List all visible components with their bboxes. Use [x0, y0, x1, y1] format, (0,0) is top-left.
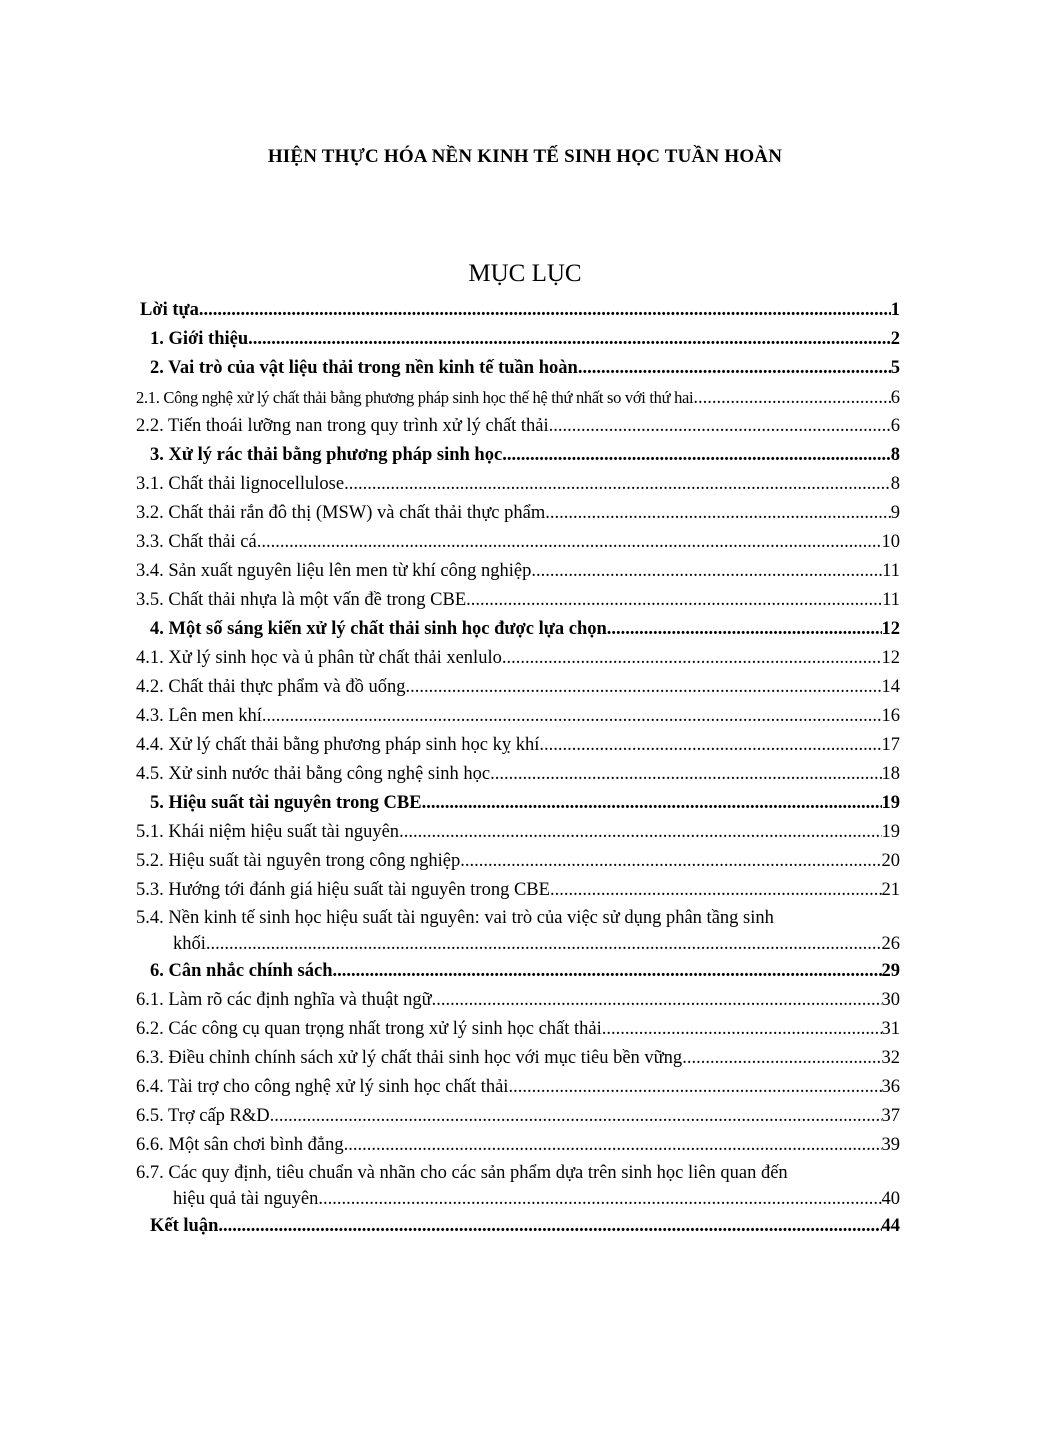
- toc-leader-dots: [490, 760, 881, 789]
- toc-entry[interactable]: [136, 354, 900, 383]
- toc-page-number: 5: [890, 358, 900, 378]
- toc-entry-label: 3.4. Sản xuất nguyên liệu lên men từ khí công nghiệp: [136, 561, 532, 581]
- toc-entry[interactable]: [136, 789, 900, 818]
- toc-entry-label: 4.4. Xử lý chất thải bằng phương pháp sinh học kỵ khí: [136, 735, 540, 755]
- toc-leader-dots: [318, 1186, 881, 1212]
- toc-entry[interactable]: [136, 528, 900, 557]
- toc-page-number: 11: [882, 590, 900, 610]
- toc-entry-label: 6.6. Một sân chơi bình đẳng: [136, 1135, 344, 1155]
- toc-page-number: 8: [890, 445, 900, 465]
- toc-entry[interactable]: [136, 499, 900, 528]
- toc-page-number: 6: [890, 388, 900, 408]
- toc-entry[interactable]: [136, 760, 900, 789]
- toc-entry-label: 5. Hiệu suất tài nguyên trong CBE: [150, 793, 422, 813]
- toc-entry[interactable]: [136, 1015, 900, 1044]
- toc-leader-dots: [682, 1044, 881, 1073]
- toc-leader-dots: [432, 986, 882, 1015]
- toc-entry-label: 4.2. Chất thải thực phẩm và đồ uống: [136, 677, 406, 697]
- toc-leader-dots: [399, 818, 881, 847]
- toc-entry-label: 6. Cân nhắc chính sách: [150, 961, 333, 981]
- toc-entry-label: 2.2. Tiến thoái lưỡng nan trong quy trình xử lý chất thải: [136, 416, 549, 436]
- toc-leader-dots: [502, 644, 882, 673]
- toc-entry-6-7[interactable]: [136, 1160, 900, 1212]
- toc-entry[interactable]: [136, 731, 900, 760]
- table-of-contents: [136, 296, 900, 1241]
- toc-page-number: 21: [881, 880, 900, 900]
- toc-page-number: 30: [881, 990, 900, 1010]
- toc-leader-dots: [607, 615, 882, 644]
- toc-entry-label: 6.4. Tài trợ cho công nghệ xử lý sinh học chất thải: [136, 1077, 509, 1097]
- toc-leader-dots: [460, 847, 881, 876]
- toc-entry-label: Lời tựa: [140, 300, 199, 320]
- toc-entry[interactable]: [136, 1044, 900, 1073]
- toc-entry-label: 6.2. Các công cụ quan trọng nhất trong xử lý sinh học chất thải: [136, 1019, 602, 1039]
- toc-page-number: 32: [881, 1048, 900, 1068]
- toc-leader-dots: [549, 412, 891, 441]
- toc-entry-label: 6.3. Điều chỉnh chính sách xử lý chất thải sinh học với mục tiêu bền vững: [136, 1048, 683, 1068]
- toc-entry[interactable]: [136, 1073, 900, 1102]
- toc-entry-label: 3.1. Chất thải lignocellulose: [136, 474, 345, 494]
- toc-page-number: 20: [881, 851, 900, 871]
- toc-page-number: 17: [881, 735, 900, 755]
- toc-entry[interactable]: [136, 847, 900, 876]
- toc-entry-label-line2: hiệu quả tài nguyên: [173, 1189, 319, 1209]
- toc-leader-dots: [344, 470, 891, 499]
- toc-entry[interactable]: [136, 296, 900, 325]
- toc-entry[interactable]: [136, 557, 900, 586]
- toc-page-number: 12: [881, 648, 900, 668]
- toc-leader-dots: [531, 557, 882, 586]
- toc-leader-dots: [257, 528, 882, 557]
- toc-leader-dots: [344, 1131, 882, 1160]
- toc-leader-dots: [262, 702, 882, 731]
- toc-entry-label: 5.1. Khái niệm hiệu suất tài nguyên: [136, 822, 400, 842]
- toc-entry[interactable]: [136, 673, 900, 702]
- toc-page-number: 8: [890, 474, 900, 494]
- toc-entry[interactable]: [136, 702, 900, 731]
- toc-leader-dots: [508, 1073, 881, 1102]
- toc-page-number: 10: [881, 532, 900, 552]
- toc-entry-label-line2: khối: [173, 934, 206, 954]
- toc-leader-dots: [248, 325, 891, 354]
- toc-page-number: 44: [881, 1216, 900, 1236]
- toc-entry-label: 3.5. Chất thải nhựa là một vấn đề trong CBE: [136, 590, 467, 610]
- toc-entry[interactable]: [136, 441, 900, 470]
- toc-page-number: 37: [881, 1106, 900, 1126]
- toc-entry[interactable]: [136, 586, 900, 615]
- toc-page-number: 19: [881, 822, 900, 842]
- toc-entry-label: 3.2. Chất thải rắn đô thị (MSW) và chất thải thực phẩm: [136, 503, 546, 523]
- document-title: HIỆN THỰC HÓA NỀN KINH TẾ SINH HỌC TUẦN HOÀN: [267, 146, 783, 167]
- toc-leader-dots: [422, 789, 882, 818]
- toc-leader-dots: [332, 957, 881, 986]
- toc-page-number: 11: [882, 561, 900, 581]
- toc-entry[interactable]: [136, 957, 900, 986]
- toc-leader-dots: [199, 296, 891, 325]
- toc-page-number: 6: [890, 416, 900, 436]
- toc-leader-dots: [218, 1212, 881, 1241]
- toc-entries-part-1: [136, 296, 900, 905]
- toc-entry-label: 3. Xử lý rác thải bằng phương pháp sinh học: [150, 445, 503, 465]
- toc-leader-dots: [270, 1102, 882, 1131]
- toc-page-number: 19: [881, 793, 900, 813]
- toc-entry-label: 4. Một số sáng kiến xử lý chất thải sinh học được lựa chọn: [150, 619, 607, 639]
- toc-leader-dots: [466, 586, 882, 615]
- toc-leader-dots: [578, 354, 891, 383]
- toc-leader-dots: [502, 441, 891, 470]
- toc-entries-part-2: [136, 957, 900, 1160]
- toc-leader-dots: [545, 499, 891, 528]
- toc-entry-5-4[interactable]: [136, 905, 900, 957]
- toc-entry-label: 1. Giới thiệu: [150, 329, 249, 349]
- toc-page-number: 39: [881, 1135, 900, 1155]
- toc-leader-dots: [539, 731, 881, 760]
- toc-page-number: 1: [890, 300, 900, 320]
- toc-page-number: 31: [881, 1019, 900, 1039]
- toc-page-number: 14: [881, 677, 900, 697]
- toc-heading: MỤC LỤC: [468, 260, 582, 287]
- toc-page-number: 40: [881, 1189, 900, 1209]
- toc-entry-label-line1: 6.7. Các quy định, tiêu chuẩn và nhãn cho các sản phẩm dựa trên sinh học liên quan đến: [136, 1163, 788, 1183]
- toc-leader-dots: [693, 384, 890, 413]
- toc-entry-label: Kết luận: [150, 1216, 219, 1236]
- toc-entry[interactable]: [136, 1131, 900, 1160]
- toc-entry[interactable]: [136, 644, 900, 673]
- toc-entry-label: 4.3. Lên men khí: [136, 706, 262, 726]
- toc-entry-label: 5.2. Hiệu suất tài nguyên trong công nghiệp: [136, 851, 461, 871]
- toc-leader-dots: [602, 1015, 882, 1044]
- toc-page-number: 18: [881, 764, 900, 784]
- toc-entry-conclusion[interactable]: [136, 1212, 900, 1241]
- toc-page-number: 36: [881, 1077, 900, 1097]
- toc-leader-dots: [550, 876, 882, 905]
- toc-entry-label: 4.5. Xử sinh nước thải bằng công nghệ sinh học: [136, 764, 491, 784]
- toc-page-number: 12: [881, 619, 900, 639]
- toc-entry[interactable]: [136, 1102, 900, 1131]
- toc-entry[interactable]: [136, 470, 900, 499]
- toc-entry[interactable]: [136, 876, 900, 905]
- toc-entry[interactable]: [136, 986, 900, 1015]
- toc-entry-label: 4.1. Xử lý sinh học và ủ phân từ chất thải xenlulo: [136, 648, 502, 668]
- toc-entry[interactable]: [136, 325, 900, 354]
- toc-entry-label: 2. Vai trò của vật liệu thải trong nền kinh tế tuần hoàn: [150, 358, 578, 378]
- toc-entry[interactable]: [136, 412, 900, 441]
- toc-entry[interactable]: [136, 615, 900, 644]
- toc-page-number: 2: [890, 329, 900, 349]
- toc-page-number: 9: [890, 503, 900, 523]
- toc-page-number: 29: [881, 961, 900, 981]
- toc-entry-label: 6.1. Làm rõ các định nghĩa và thuật ngữ: [136, 990, 432, 1010]
- toc-entry-label: 5.3. Hướng tới đánh giá hiệu suất tài nguyên trong CBE: [136, 880, 550, 900]
- toc-leader-dots: [406, 673, 882, 702]
- toc-entry-label: 2.1. Công nghệ xử lý chất thải bằng phương pháp sinh học thế hệ thứ nhất so với thứ hai: [136, 388, 694, 407]
- toc-leader-dots: [206, 931, 882, 957]
- toc-entry[interactable]: [136, 818, 900, 847]
- toc-entry[interactable]: [136, 383, 900, 412]
- toc-page-number: 16: [881, 706, 900, 726]
- toc-entry-label-line1: 5.4. Nền kinh tế sinh học hiệu suất tài nguyên: vai trò của việc sử dụng phân tầng sinh: [136, 908, 774, 928]
- toc-page-number: 26: [881, 934, 900, 954]
- toc-entry-label: 6.5. Trợ cấp R&D: [136, 1106, 270, 1126]
- toc-entry-label: 3.3. Chất thải cá: [136, 532, 257, 552]
